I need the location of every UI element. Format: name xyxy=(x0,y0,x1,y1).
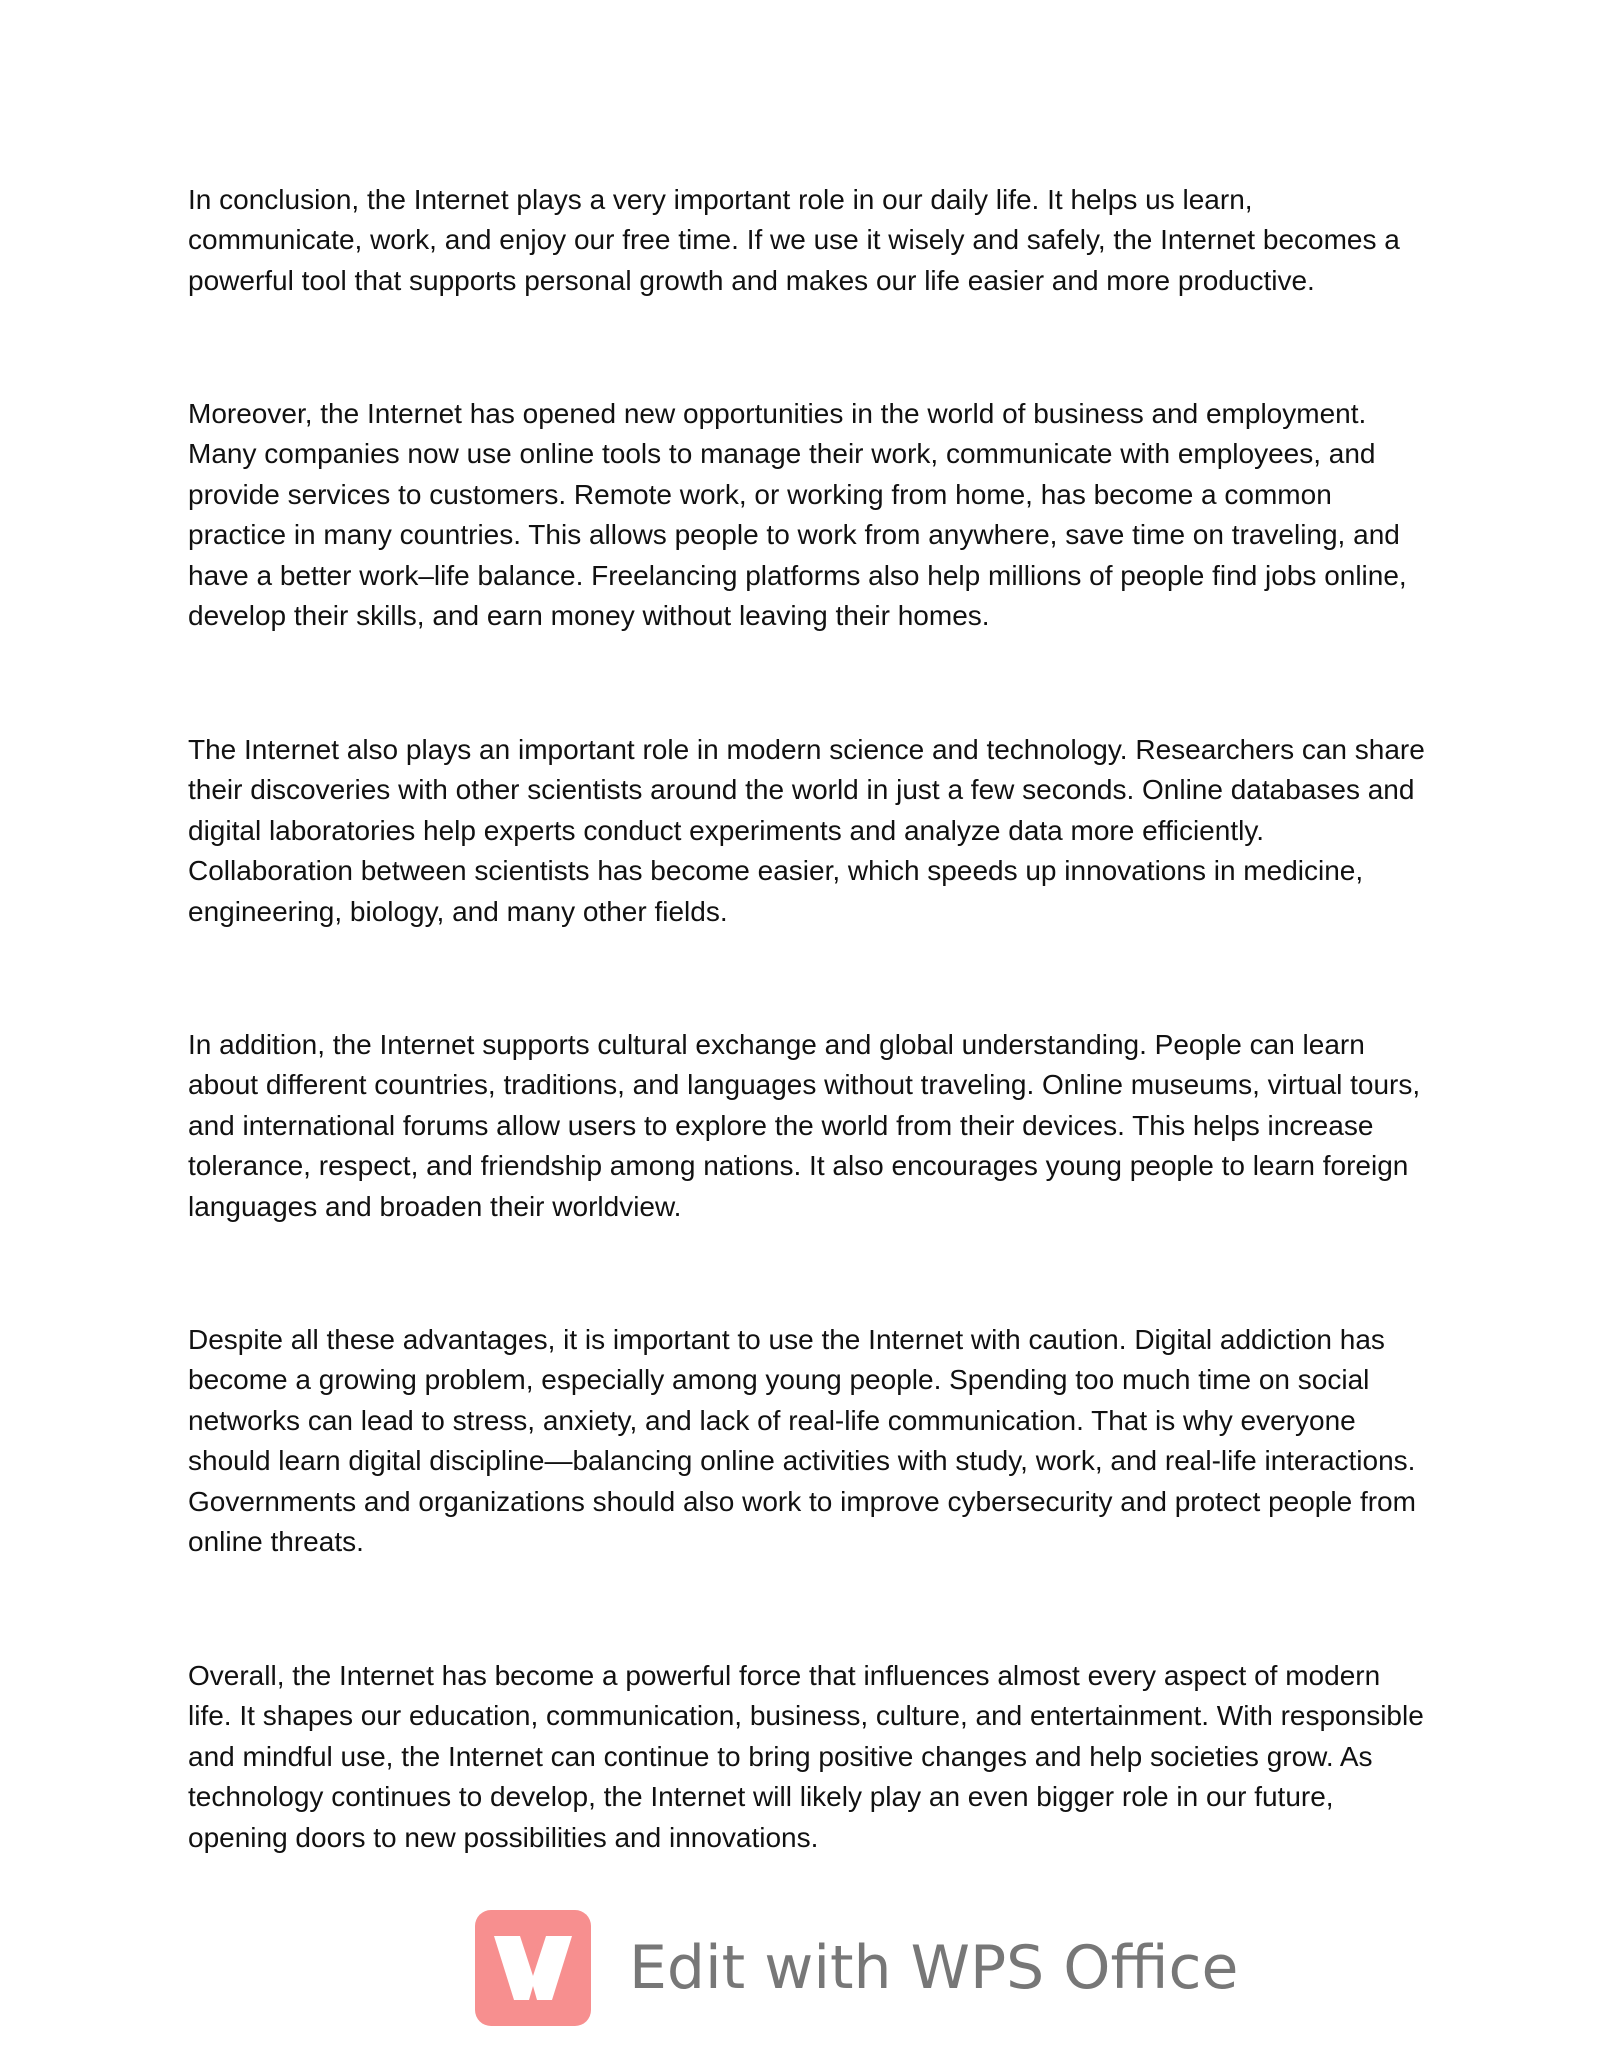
watermark-text: Edit with WPS Office xyxy=(629,1933,1239,2003)
wps-watermark[interactable] xyxy=(475,1908,1238,2028)
wps-office-logo-icon xyxy=(475,1910,591,2026)
paragraph-caution: Despite all these advantages, it is important to use the Internet with caution. Digital addiction has become a growing problem, especially among young people. Spending too much time on social networks can lead to stress, anxiety, and lack of real-life communication. That is why everyone should learn digital discipline—balancing online activities with study, work, and real-life interactions. Governments and organizations should also work to improve cybersecurity and protect people from online threats. xyxy=(188,1324,1416,1558)
paragraph-conclusion: In conclusion, the Internet plays a very important role in our daily life. It helps us learn, communicate, work, and enjoy our free time. If we use it wisely and safely, the Internet becomes a powerful tool that supports personal growth and makes our life easier and more productive. xyxy=(188,184,1400,296)
paragraph-business-employment: Moreover, the Internet has opened new opportunities in the world of business and employment. Many companies now use online tools to manage their work, communicate with employees, and provide services to customers. Remote work, or working from home, has become a common practice in many countries. This allows people to work from anywhere, save time on traveling, and have a better work–life balance. Freelancing platforms also help millions of people find jobs online, develop their skills, and earn money without leaving their homes. xyxy=(188,398,1407,632)
paragraph-cultural-exchange: In addition, the Internet supports cultural exchange and global understanding. People can learn about different countries, traditions, and languages without traveling. Online museums, virtual tours, and international forums allow users to explore the world from their devices. This helps increase tolerance, respect, and friendship among nations. It also encourages young people to learn foreign languages and broaden their worldview. xyxy=(188,1029,1421,1222)
wps-w-glyph xyxy=(490,1932,576,2004)
paragraph-overall: Overall, the Internet has become a powerful force that influences almost every aspect of modern life. It shapes our education, communication, business, culture, and entertainment. With responsible and mindful use, the Internet can continue to bring positive changes and help societies grow. As technology continues to develop, the Internet will likely play an even bigger role in our future, opening doors to new possibilities and innovations. xyxy=(188,1660,1424,1853)
paragraph-science-technology: The Internet also plays an important role in modern science and technology. Researchers can share their discoveries with other scientists around the world in just a few seconds. Online databases and digital laboratories help experts conduct experiments and analyze data more efficiently. Collaboration between scientists has become easier, which speeds up innovations in medicine, engineering, biology, and many other fields. xyxy=(188,734,1425,927)
